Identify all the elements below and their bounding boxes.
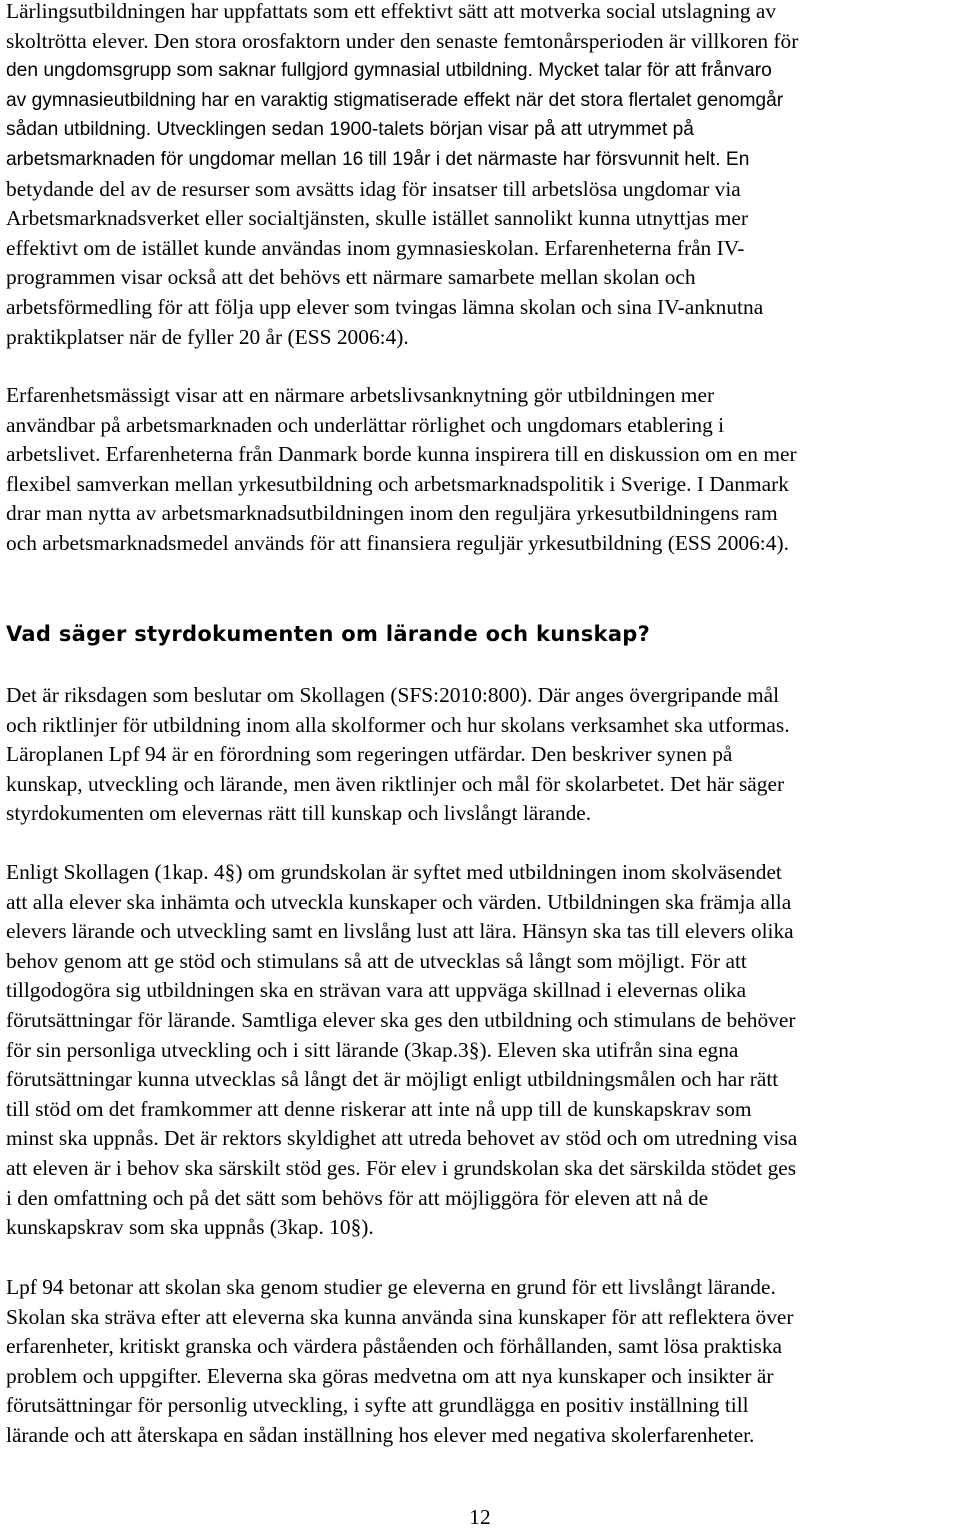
- paragraph-apprenticeship: [6, 0, 956, 352]
- text-line: programmen visar också att det behövs ett närmare samarbete mellan skolan och: [6, 265, 696, 290]
- text-line: styrdokumenten om elevernas rätt till kunskap och livslångt lärande.: [6, 801, 592, 826]
- paragraph-purpose: [6, 858, 956, 1243]
- page-number: 12: [469, 1505, 491, 1529]
- text-line: den ungdomsgrupp som saknar fullgjord gymnasial utbildning. Mycket talar för att frånvaro: [6, 60, 772, 82]
- text-line: skoltrötta elever. Den stora orosfaktorn under den senaste femtonårsperioden är villkoren för: [6, 28, 799, 53]
- text-line: tillgodogöra sig utbildningen ska en strävan vara att uppväga skillnad i elevernas olika: [6, 978, 747, 1003]
- text-line: arbetsmarknaden för ungdomar mellan 16 till 19år i det närmaste har försvunnit helt. En: [6, 148, 750, 170]
- text-line: kunskap, utveckling och lärande, men även riktlinjer och mål för skolarbetet. Det här säger: [6, 771, 785, 796]
- text-line: praktikplatser när de fyller 20 år (ESS 2006:4).: [6, 324, 409, 349]
- text-line: och arbetsmarknadsmedel används för att finansiera reguljär yrkesutbildning (ESS 2006:4).: [6, 530, 789, 555]
- text-line: Lärlingsutbildningen har uppfattats som ett effektivt sätt att motverka social utslagning av: [6, 0, 777, 23]
- text-line: Skolan ska sträva efter att eleverna ska kunna använda sina kunskaper för att reflektera över: [6, 1304, 794, 1329]
- text-line: behov genom att ge stöd och stimulans så att de utvecklas så långt som möjligt. För att: [6, 948, 747, 973]
- text-line: problem och uppgifter. Eleverna ska göras medvetna om att nya kunskaper och insikter är: [6, 1363, 774, 1388]
- text-line: att eleven är i behov ska särskilt stöd ges. För elev i grundskolan ska det särskilda stödet ges: [6, 1155, 797, 1180]
- paragraph-work-life: [6, 381, 956, 559]
- text-line: till stöd om det framkommer att denne riskerar att inte nå upp till de kunskapskrav som: [6, 1096, 752, 1121]
- text-line: arbetsförmedling för att följa upp elever som tvingas lämna skolan och sina IV-anknutna: [6, 294, 764, 319]
- text-line: i den omfattning och på det sätt som behövs för att möjliggöra för eleven att nå de: [6, 1185, 709, 1210]
- text-line: förutsättningar för lärande. Samtliga elever ska ges den utbildning och stimulans de behöver: [6, 1007, 796, 1032]
- paragraph-lifelong-learning: [6, 1273, 956, 1451]
- text-line: sådan utbildning. Utvecklingen sedan 1900-talets början visar på att utrymmet på: [6, 119, 694, 141]
- text-line: Arbetsmarknadsverket eller socialtjänsten, skulle istället sannolikt kunna utnyttjas mer: [6, 206, 748, 231]
- text-line: effektivt om de istället kunde användas inom gymnasieskolan. Erfarenheterna från IV-: [6, 235, 745, 260]
- text-line: för sin personliga utveckling och i sitt lärande (3kap.3§). Eleven ska utifrån sina egna: [6, 1037, 739, 1062]
- text-line: förutsättningar kunna utvecklas så långt det är möjligt enligt utbildningsmålen och har rätt: [6, 1067, 779, 1092]
- text-line: arbetslivet. Erfarenheterna från Danmark borde kunna inspirera till en diskussion om en mer: [6, 442, 797, 467]
- text-line: av gymnasieutbildning har en varaktig stigmatiserade effekt när det stora flertalet genomgår: [6, 89, 784, 111]
- section-heading: Vad säger styrdokumenten om lärande och kunskap?: [6, 622, 651, 646]
- text-line: Lpf 94 betonar att skolan ska genom studier ge eleverna en grund för ett livslångt lärande.: [6, 1275, 776, 1299]
- text-line: förutsättningar för personlig utveckling, i syfte att grundlägga en positiv inställning till: [6, 1393, 749, 1418]
- paragraph-school-law: [6, 681, 956, 829]
- text-line: minst ska uppnås. Det är rektors skyldighet att utreda behovet av stöd och om utredning visa: [6, 1126, 798, 1151]
- text-line: och riktlinjer för utbildning inom alla skolformer och hur skolans verksamhet ska utformas.: [6, 712, 790, 737]
- text-line: Läroplanen Lpf 94 är en förordning som regeringen utfärdar. Den beskriver synen på: [6, 742, 733, 767]
- text-line: Erfarenhetsmässigt visar att en närmare arbetslivsanknytning gör utbildningen mer: [6, 383, 715, 407]
- text-line: flexibel samverkan mellan yrkesutbildning och arbetsmarknadspolitik i Sverige. I Danmark: [6, 471, 789, 496]
- text-line: elevers lärande och utveckling samt en livslång lust att lära. Hänsyn ska tas till elevers olika: [6, 919, 794, 944]
- text-line: drar man nytta av arbetsmarknadsutbildningen inom den reguljära yrkesutbildningens ram: [6, 501, 778, 526]
- text-line: betydande del av de resurser som avsätts idag för insatser till arbetslösa ungdomar via: [6, 176, 741, 201]
- text-line: Det är riksdagen som beslutar om Skollagen (SFS:2010:800). Där anges övergripande mål: [6, 683, 780, 707]
- text-line: Enligt Skollagen (1kap. 4§) om grundskolan är syftet med utbildningen inom skolväsendet: [6, 860, 782, 884]
- text-line: att alla elever ska inhämta och utveckla kunskaper och värden. Utbildningen ska främja alla: [6, 889, 792, 914]
- text-line: lärande och att återskapa en sådan inställning hos elever med negativa skolerfarenheter.: [6, 1422, 755, 1447]
- text-line: kunskapskrav som ska uppnås (3kap. 10§).: [6, 1215, 374, 1240]
- text-line: erfarenheter, kritiskt granska och värdera påståenden och förhållanden, samt lösa praktiska: [6, 1334, 783, 1359]
- text-line: användbar på arbetsmarknaden och underlättar rörlighet och ungdomars etablering i: [6, 412, 725, 437]
